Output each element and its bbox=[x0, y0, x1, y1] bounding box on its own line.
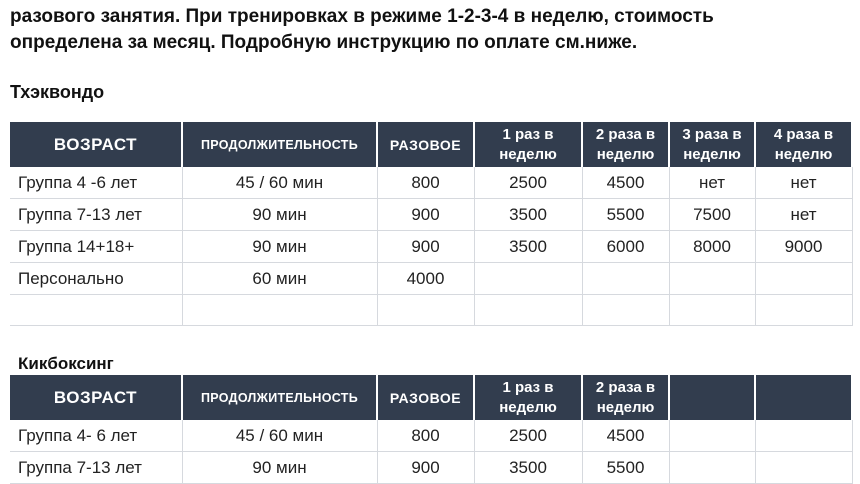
cell-single: 900 bbox=[377, 452, 474, 484]
cell-duration: 90 мин bbox=[182, 452, 377, 484]
table-row bbox=[10, 231, 852, 263]
cell-f4: 9000 bbox=[755, 231, 852, 263]
header-1-per-week: 1 раз в неделю bbox=[474, 375, 582, 420]
cell-f2: 6000 bbox=[582, 231, 669, 263]
cell-f1 bbox=[474, 263, 582, 295]
header-empty bbox=[755, 375, 852, 420]
header-age: ВОЗРАСТ bbox=[10, 122, 182, 167]
section-title-taekwondo: Тхэквондо bbox=[10, 82, 105, 102]
cell-f2 bbox=[582, 263, 669, 295]
header-duration: ПРОДОЛЖИТЕЛЬНОСТЬ bbox=[182, 122, 377, 167]
cell-f1: 3500 bbox=[474, 199, 582, 231]
cell-empty bbox=[669, 452, 755, 484]
header-3-per-week: 3 раза в неделю bbox=[669, 122, 755, 167]
cell-empty bbox=[755, 452, 852, 484]
cell-f1: 2500 bbox=[474, 420, 582, 452]
table-row bbox=[10, 263, 852, 295]
cell-duration: 45 / 60 мин bbox=[182, 167, 377, 199]
cell-f2: 4500 bbox=[582, 167, 669, 199]
cell-age: Группа 4- 6 лет bbox=[10, 420, 182, 452]
kickboxing-price-table bbox=[10, 375, 853, 484]
table-row bbox=[10, 167, 852, 199]
cell-single: 900 bbox=[377, 199, 474, 231]
cell-single: 800 bbox=[377, 167, 474, 199]
taekwondo-price-table bbox=[10, 122, 853, 326]
header-4-per-week: 4 раза в неделю bbox=[755, 122, 852, 167]
intro-text bbox=[10, 4, 855, 56]
cell-f4 bbox=[755, 263, 852, 295]
cell-empty bbox=[582, 295, 669, 326]
cell-empty bbox=[377, 295, 474, 326]
header-2-per-week: 2 раза в неделю bbox=[582, 122, 669, 167]
cell-empty bbox=[755, 295, 852, 326]
cell-f2: 5500 bbox=[582, 452, 669, 484]
cell-duration: 90 мин bbox=[182, 231, 377, 263]
cell-f3: 8000 bbox=[669, 231, 755, 263]
cell-duration: 60 мин bbox=[182, 263, 377, 295]
cell-empty bbox=[669, 420, 755, 452]
cell-empty bbox=[755, 420, 852, 452]
header-1-per-week: 1 раз в неделю bbox=[474, 122, 582, 167]
section-title-kickboxing: Кикбоксинг bbox=[18, 354, 114, 373]
cell-age: Группа 7-13 лет bbox=[10, 199, 182, 231]
cell-empty bbox=[474, 295, 582, 326]
table-row bbox=[10, 420, 852, 452]
header-empty bbox=[669, 375, 755, 420]
cell-age: Группа 4 -6 лет bbox=[10, 167, 182, 199]
cell-f2: 5500 bbox=[582, 199, 669, 231]
table-header-row bbox=[10, 375, 852, 420]
cell-f1: 3500 bbox=[474, 231, 582, 263]
cell-single: 900 bbox=[377, 231, 474, 263]
cell-empty bbox=[182, 295, 377, 326]
table-header-row bbox=[10, 122, 852, 167]
cell-age: Персонально bbox=[10, 263, 182, 295]
header-2-per-week: 2 раза в неделю bbox=[582, 375, 669, 420]
cell-empty bbox=[10, 295, 182, 326]
table-row bbox=[10, 199, 852, 231]
cell-f1: 2500 bbox=[474, 167, 582, 199]
table-row bbox=[10, 452, 852, 484]
intro-line-2: определена за месяц. Подробную инструкцию по оплате см.ниже. bbox=[10, 32, 638, 53]
cell-f4: нет bbox=[755, 167, 852, 199]
cell-f4: нет bbox=[755, 199, 852, 231]
cell-duration: 90 мин bbox=[182, 199, 377, 231]
header-duration: ПРОДОЛЖИТЕЛЬНОСТЬ bbox=[182, 375, 377, 420]
cell-duration: 45 / 60 мин bbox=[182, 420, 377, 452]
cell-f3 bbox=[669, 263, 755, 295]
cell-f2: 4500 bbox=[582, 420, 669, 452]
header-single: РАЗОВОЕ bbox=[377, 122, 474, 167]
cell-empty bbox=[669, 295, 755, 326]
header-single: РАЗОВОЕ bbox=[377, 375, 474, 420]
cell-f1: 3500 bbox=[474, 452, 582, 484]
cell-f3: 7500 bbox=[669, 199, 755, 231]
cell-age: Группа 14+18+ bbox=[10, 231, 182, 263]
table-row-empty bbox=[10, 295, 852, 326]
intro-line-1: разового занятия. При тренировках в режиме 1-2-3-4 в неделю, стоимость bbox=[10, 6, 714, 27]
cell-f3: нет bbox=[669, 167, 755, 199]
header-age: ВОЗРАСТ bbox=[10, 375, 182, 420]
cell-age: Группа 7-13 лет bbox=[10, 452, 182, 484]
cell-single: 800 bbox=[377, 420, 474, 452]
cell-single: 4000 bbox=[377, 263, 474, 295]
